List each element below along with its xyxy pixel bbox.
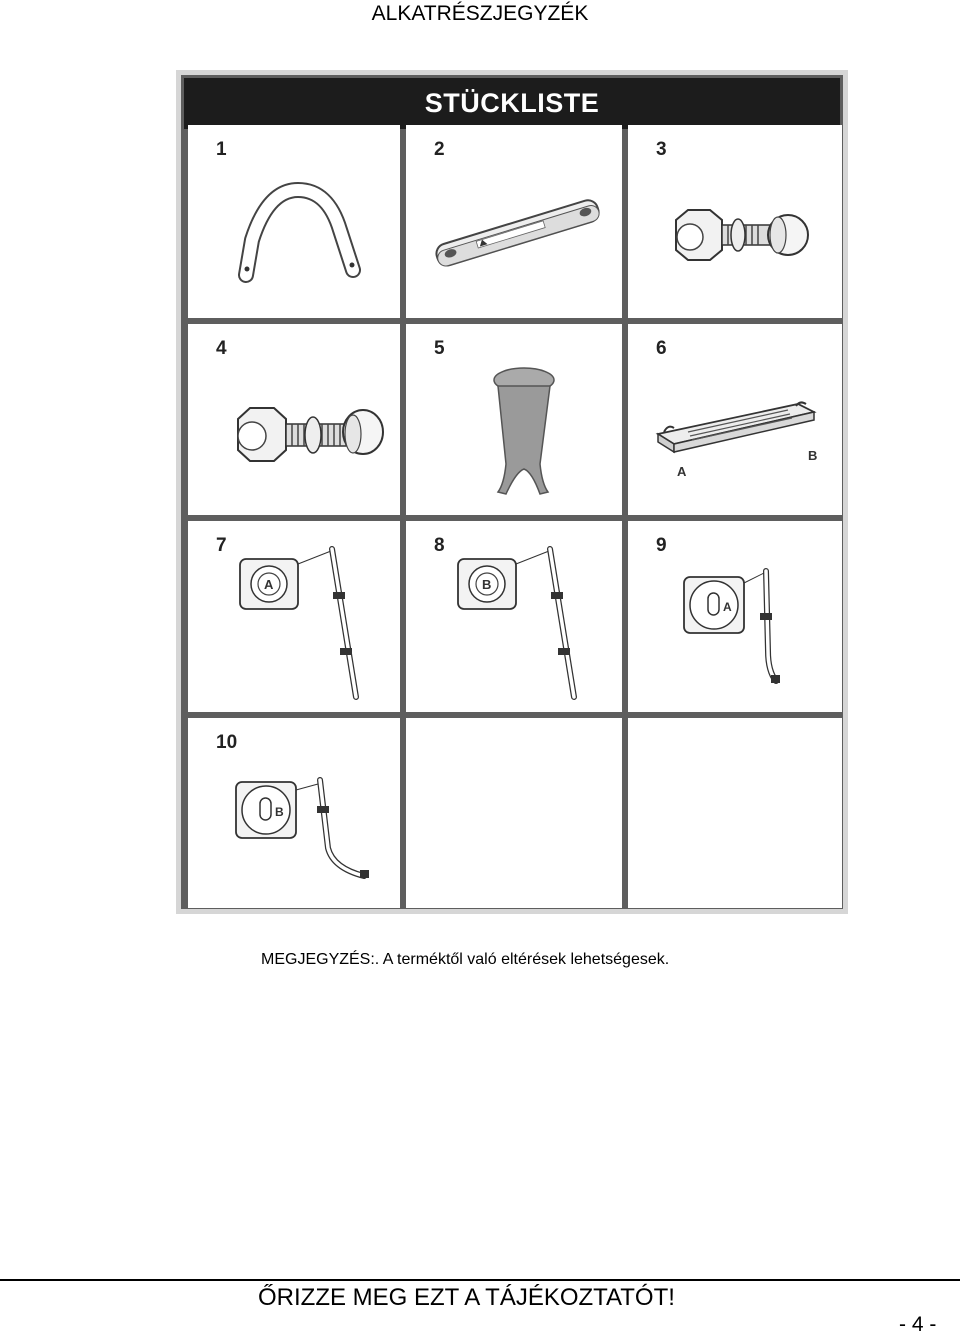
part-number: 6 (656, 338, 667, 359)
part-number: 8 (434, 535, 445, 556)
part-cell-3 (628, 125, 842, 318)
part-number: 5 (434, 338, 445, 359)
flat-bar-icon (406, 125, 622, 318)
part-label: B (482, 577, 492, 592)
page-title: ALKATRÉSZJEGYZÉK (371, 2, 589, 25)
long-bolt-icon (188, 324, 400, 515)
part-cell-empty-2 (628, 718, 842, 908)
part-cell-6 (628, 324, 842, 515)
u-bar-icon (188, 125, 400, 318)
footer-divider (0, 1279, 960, 1281)
part-number: 1 (216, 139, 227, 160)
part-number: 4 (216, 338, 227, 359)
footer-text: ŐRIZZE MEG EZT A TÁJÉKOZTATÓT! (258, 1284, 675, 1311)
bracket-rail-icon (628, 324, 842, 515)
part-cell-7 (188, 521, 400, 712)
part-cell-10 (188, 718, 400, 908)
part-label-b: B (808, 448, 818, 463)
part-number: 2 (434, 139, 445, 160)
part-cell-4 (188, 324, 400, 515)
part-cell-9 (628, 521, 842, 712)
part-label: A (723, 600, 732, 614)
part-label-a: A (677, 464, 687, 479)
split-pin-icon (406, 324, 622, 515)
part-cell-2 (406, 125, 622, 318)
page-number: - 4 - (899, 1313, 937, 1336)
part-cell-8 (406, 521, 622, 712)
curved-rod-b-icon (188, 718, 400, 908)
part-number: 10 (216, 732, 238, 753)
part-label: A (264, 577, 274, 592)
part-label: B (275, 805, 284, 819)
bolt-nut-icon (628, 125, 842, 318)
part-number: 7 (216, 535, 227, 556)
curved-rod-a-icon (628, 521, 842, 712)
note-text: MEGJEGYZÉS:. A terméktől való eltérések lehetségesek. (261, 951, 670, 968)
parts-list-header: STÜCKLISTE (184, 78, 840, 129)
part-number: 9 (656, 535, 667, 556)
parts-list (176, 70, 848, 914)
part-number: 3 (656, 139, 667, 160)
rod-a-icon (188, 521, 400, 712)
part-cell-1 (188, 125, 400, 318)
part-cell-empty-1 (406, 718, 622, 908)
rod-b-icon (406, 521, 622, 712)
part-cell-5 (406, 324, 622, 515)
